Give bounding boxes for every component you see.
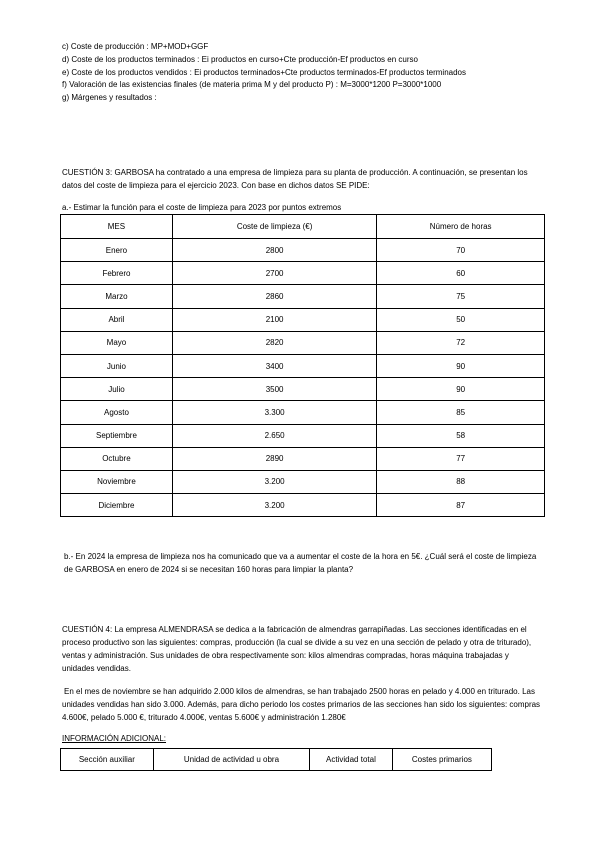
cell-month: Noviembre [61,470,173,493]
table-row [61,331,545,354]
cell-hours: 58 [377,424,545,447]
cell-month: Diciembre [61,494,173,517]
cell-month: Octubre [61,447,173,470]
table-header-row [61,215,545,239]
table-row [61,494,545,517]
item-g: g) Márgenes y resultados : [62,93,157,102]
col-header-actividad: Actividad total [310,749,393,771]
col-header-seccion: Sección auxiliar [61,749,154,771]
cell-hours: 50 [377,308,545,331]
col-header-unidad: Unidad de actividad u obra [153,749,309,771]
cell-month: Enero [61,239,173,262]
cell-hours: 90 [377,354,545,377]
table-row [61,424,545,447]
q4-intro: CUESTIÓN 4: La empresa ALMENDRASA se dedica a la fabricación de almendras garrapiñadas. Las secciones identificadas en el proceso productivo son las siguientes: compras, producción (la cual se divide a su vez en una sección de pelado y otra de triturado), ventas y administración. Sus unidades de obra respectivamente son: kilos almendras compradas, horas máquina trabajadas y unidades vendidas. [62,625,532,673]
table-row [61,378,545,401]
item-e: e) Coste de los productos vendidos : Ei productos terminados+Cte productos terminados-Ef productos terminados [62,68,466,77]
col-header-mes: MES [61,215,173,239]
table-header-row [61,749,492,771]
col-header-costes: Costes primarios [392,749,491,771]
cell-cost: 2100 [172,308,376,331]
q4-details: En el mes de noviembre se han adquirido 2.000 kilos de almendras, se han trabajado 2500 horas en pelado y 4.000 en triturado. Las unidades vendidas han sido 3.000. Además, para dicho periodo los costes primarios de las secciones han sido los siguientes: compras 4.600€, pelado 5.000 €, triturado 4.000€, ventas 5.600€ y administración 1.280€ [62,687,541,722]
cell-cost: 2820 [172,331,376,354]
cell-month: Marzo [61,285,173,308]
cell-cost: 3.200 [172,470,376,493]
cell-month: Febrero [61,262,173,285]
table-row [61,285,545,308]
cell-cost: 3.200 [172,494,376,517]
table-row [61,470,545,493]
table-row [61,401,545,424]
cell-month: Junio [61,354,173,377]
item-f: f) Valoración de las existencias finales (de materia prima M y del producto P) : M=3000*1200 P=3000*1000 [62,80,442,89]
cell-cost: 2700 [172,262,376,285]
col-header-horas: Número de horas [377,215,545,239]
table-row [61,308,545,331]
q3-a-label: a.- Estimar la función para el coste de limpieza para 2023 por puntos extremos [62,203,342,212]
cell-month: Mayo [61,331,173,354]
cell-month: Abril [61,308,173,331]
cell-cost: 2800 [172,239,376,262]
table-row [61,447,545,470]
cell-cost: 2890 [172,447,376,470]
cell-cost: 2860 [172,285,376,308]
cell-month: Septiembre [61,424,173,447]
cell-hours: 85 [377,401,545,424]
cell-hours: 88 [377,470,545,493]
table-row [61,354,545,377]
cell-cost: 3500 [172,378,376,401]
table-row [61,239,545,262]
cell-hours: 77 [377,447,545,470]
col-header-coste: Coste de limpieza (€) [172,215,376,239]
cell-cost: 3400 [172,354,376,377]
cell-hours: 90 [377,378,545,401]
cell-hours: 60 [377,262,545,285]
cell-cost: 2.650 [172,424,376,447]
item-d: d) Coste de los productos terminados : Ei productos en curso+Cte producción-Ef productos en curso [62,55,418,64]
q3-b-text: b.- En 2024 la empresa de limpieza nos ha comunicado que va a aumentar el coste de la hora en 5€. ¿Cuál será el coste de limpieza de GARBOSA en enero de 2024 si se necesitan 160 horas para limpiar la planta? [64,552,537,574]
q4-info-label: INFORMACIÓN ADICIONAL: [62,734,167,743]
cleaning-cost-table [60,214,545,517]
cell-month: Agosto [61,401,173,424]
item-c: c) Coste de producción : MP+MOD+GGF [62,42,209,51]
table-row [61,262,545,285]
auxiliary-sections-table [60,748,492,771]
cell-hours: 70 [377,239,545,262]
cell-hours: 87 [377,494,545,517]
q3-intro: CUESTIÓN 3: GARBOSA ha contratado a una empresa de limpieza para su planta de producción. A continuación, se presentan los datos del coste de limpieza para el ejercicio 2023. Con base en dichos datos SE PIDE: [62,168,528,190]
cell-hours: 72 [377,331,545,354]
cell-cost: 3.300 [172,401,376,424]
cell-month: Julio [61,378,173,401]
cell-hours: 75 [377,285,545,308]
